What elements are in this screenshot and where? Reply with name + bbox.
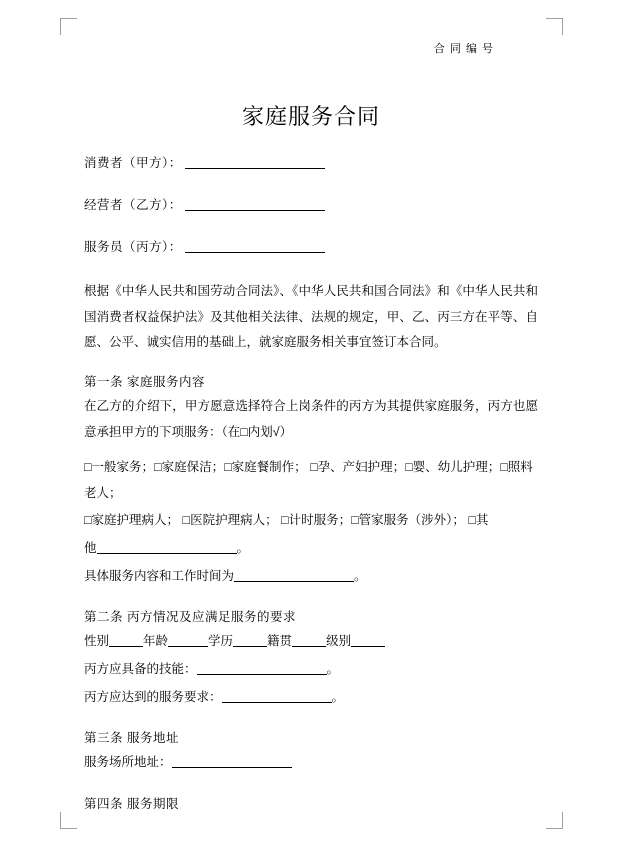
party-consumer-blank[interactable] (185, 168, 325, 169)
service-options-other-prefix: 他 (84, 541, 97, 555)
service-detail-suffix: 。 (354, 568, 367, 583)
worker-skills-row (84, 657, 538, 683)
worker-service-req-row (84, 685, 538, 711)
service-detail-prefix: 具体服务内容和工作时间为 (84, 568, 235, 583)
service-detail-row (84, 564, 538, 590)
service-options-other-blank[interactable] (97, 553, 237, 554)
crop-mark-bottom-right (546, 812, 563, 829)
service-address-label: 服务场所地址： (84, 755, 172, 770)
party-worker-blank[interactable] (185, 252, 325, 253)
contract-number-label: 合 同 编 号 (433, 43, 494, 55)
worker-service-req-label: 丙方应达到的服务要求： (84, 689, 222, 704)
article-three-heading: 第三条 服务地址 (84, 731, 179, 746)
article-four-heading: 第四条 服务期限 (84, 796, 179, 811)
worker-level-blank[interactable] (351, 646, 385, 647)
worker-skills-label: 丙方应具备的技能： (84, 661, 197, 676)
article-two-heading: 第二条 丙方情况及应满足服务的要求 (84, 610, 296, 625)
service-address-row (84, 750, 538, 776)
worker-origin-blank[interactable] (292, 646, 326, 647)
party-operator-label: 经营者（乙方）： (84, 198, 182, 212)
worker-age-label: 年龄 (143, 634, 169, 649)
service-options-other-suffix: 。 (236, 541, 250, 555)
service-options-line-2[interactable]: □家庭护理病人； □医院护理病人； □计时服务；□管家服务（涉外）； □其 (84, 513, 489, 528)
worker-education-label: 学历 (208, 634, 234, 649)
worker-age-blank[interactable] (168, 646, 208, 647)
worker-gender-blank[interactable] (109, 646, 143, 647)
service-detail-blank[interactable] (234, 581, 354, 582)
document-title: 家庭服务合同 (241, 104, 380, 129)
preamble-paragraph: 根据《中华人民共和国劳动合同法》、《中华人民共和国合同法》和《中华人民共和国消费者权益保护法》及其他相关法律、法规的规定，甲、乙、丙三方在平等、自愿、公平、诚实信用的基础上，就家庭服务相关事宜签订本合同。 (84, 284, 538, 350)
article-one-intro: 在乙方的介绍下，甲方愿意选择符合上岗条件的丙方为其提供家庭服务，丙方也愿意承担甲方的下项服务：（在□内划√） (84, 398, 538, 439)
party-worker-row (84, 237, 538, 255)
worker-info-row (84, 629, 538, 655)
service-options-line-1[interactable]: □一般家务；□家庭保洁；□家庭餐制作； □孕、产妇护理；□婴、幼儿护理；□照料老人； (84, 460, 533, 500)
worker-service-req-suffix: 。 (331, 689, 345, 704)
worker-education-blank[interactable] (233, 646, 267, 647)
worker-service-req-blank[interactable] (222, 702, 332, 703)
service-options-other-row (84, 536, 538, 562)
party-worker-label: 服务员（丙方）： (84, 240, 182, 254)
worker-origin-label: 籍贯 (267, 634, 293, 649)
party-consumer-row (84, 153, 538, 171)
crop-mark-top-right (546, 18, 563, 35)
party-operator-row (84, 195, 538, 213)
article-one-heading: 第一条 家庭服务内容 (84, 374, 205, 389)
service-address-blank[interactable] (172, 767, 292, 768)
crop-mark-bottom-left (60, 812, 77, 829)
crop-mark-top-left (60, 18, 77, 35)
party-operator-blank[interactable] (185, 210, 325, 211)
worker-level-label: 级别 (326, 634, 352, 649)
worker-skills-suffix: 。 (326, 661, 340, 676)
document-content (84, 30, 538, 816)
worker-gender-label: 性别 (84, 634, 110, 649)
worker-skills-blank[interactable] (197, 674, 327, 675)
party-consumer-label: 消费者（甲方）： (84, 156, 182, 170)
